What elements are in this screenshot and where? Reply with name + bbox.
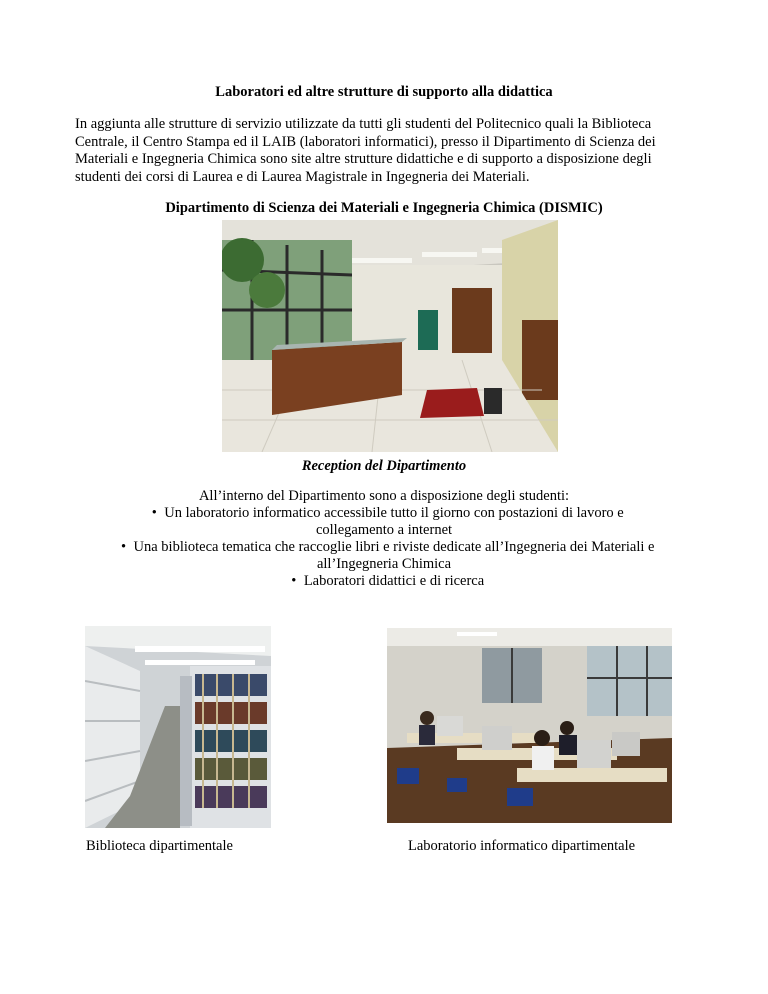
department-heading: Dipartimento di Scienza dei Materiali e Ingegneria Chimica (DISMIC) <box>165 200 603 216</box>
list-item: • Un laboratorio informatico accessibile tutto il giorno con postazioni di lavoro e collegamento a internet <box>0 505 768 539</box>
list-item: • Una biblioteca tematica che raccoglie libri e riviste dedicate all’Ingegneria dei Materiali e all’Ingegneria Chimica <box>0 539 768 573</box>
intro-line: Centrale, il Centro Stampa ed il LAIB (laboratori informatici), presso il Dipartimento di Scienza dei <box>75 133 656 150</box>
intro-line: Materiali e Ingegneria Chimica sono site altre strutture didattiche e di supporto a disposizione degli <box>75 151 652 167</box>
intro-line: studenti dei corsi di Laurea e di Laurea Magistrale in Ingegneria dei Materiali. <box>75 168 530 185</box>
intro-line: In aggiunta alle strutture di servizio utilizzate da tutti gli studenti del Politecnico quali la Biblioteca <box>75 116 652 132</box>
reception-photo <box>222 220 558 452</box>
reception-caption: Reception del Dipartimento <box>301 458 467 474</box>
availability-section <box>0 488 768 590</box>
list-item: • Laboratori didattici e di ricerca <box>0 573 768 590</box>
facility-list <box>0 505 768 590</box>
bullet: • <box>120 539 127 555</box>
intro-paragraph <box>75 116 695 186</box>
availability-intro: All’interno del Dipartimento sono a disposizione degli studenti: <box>198 488 570 504</box>
library-caption: Biblioteca dipartimentale <box>86 838 233 854</box>
lab-caption: Laboratorio informatico dipartimentale <box>408 838 636 854</box>
computer-lab-photo <box>387 628 672 823</box>
library-photo <box>85 626 271 828</box>
bullet: • <box>291 573 297 589</box>
bullet: • <box>151 505 157 521</box>
document-title: Laboratori ed altre strutture di supporto alla didattica <box>215 84 553 100</box>
